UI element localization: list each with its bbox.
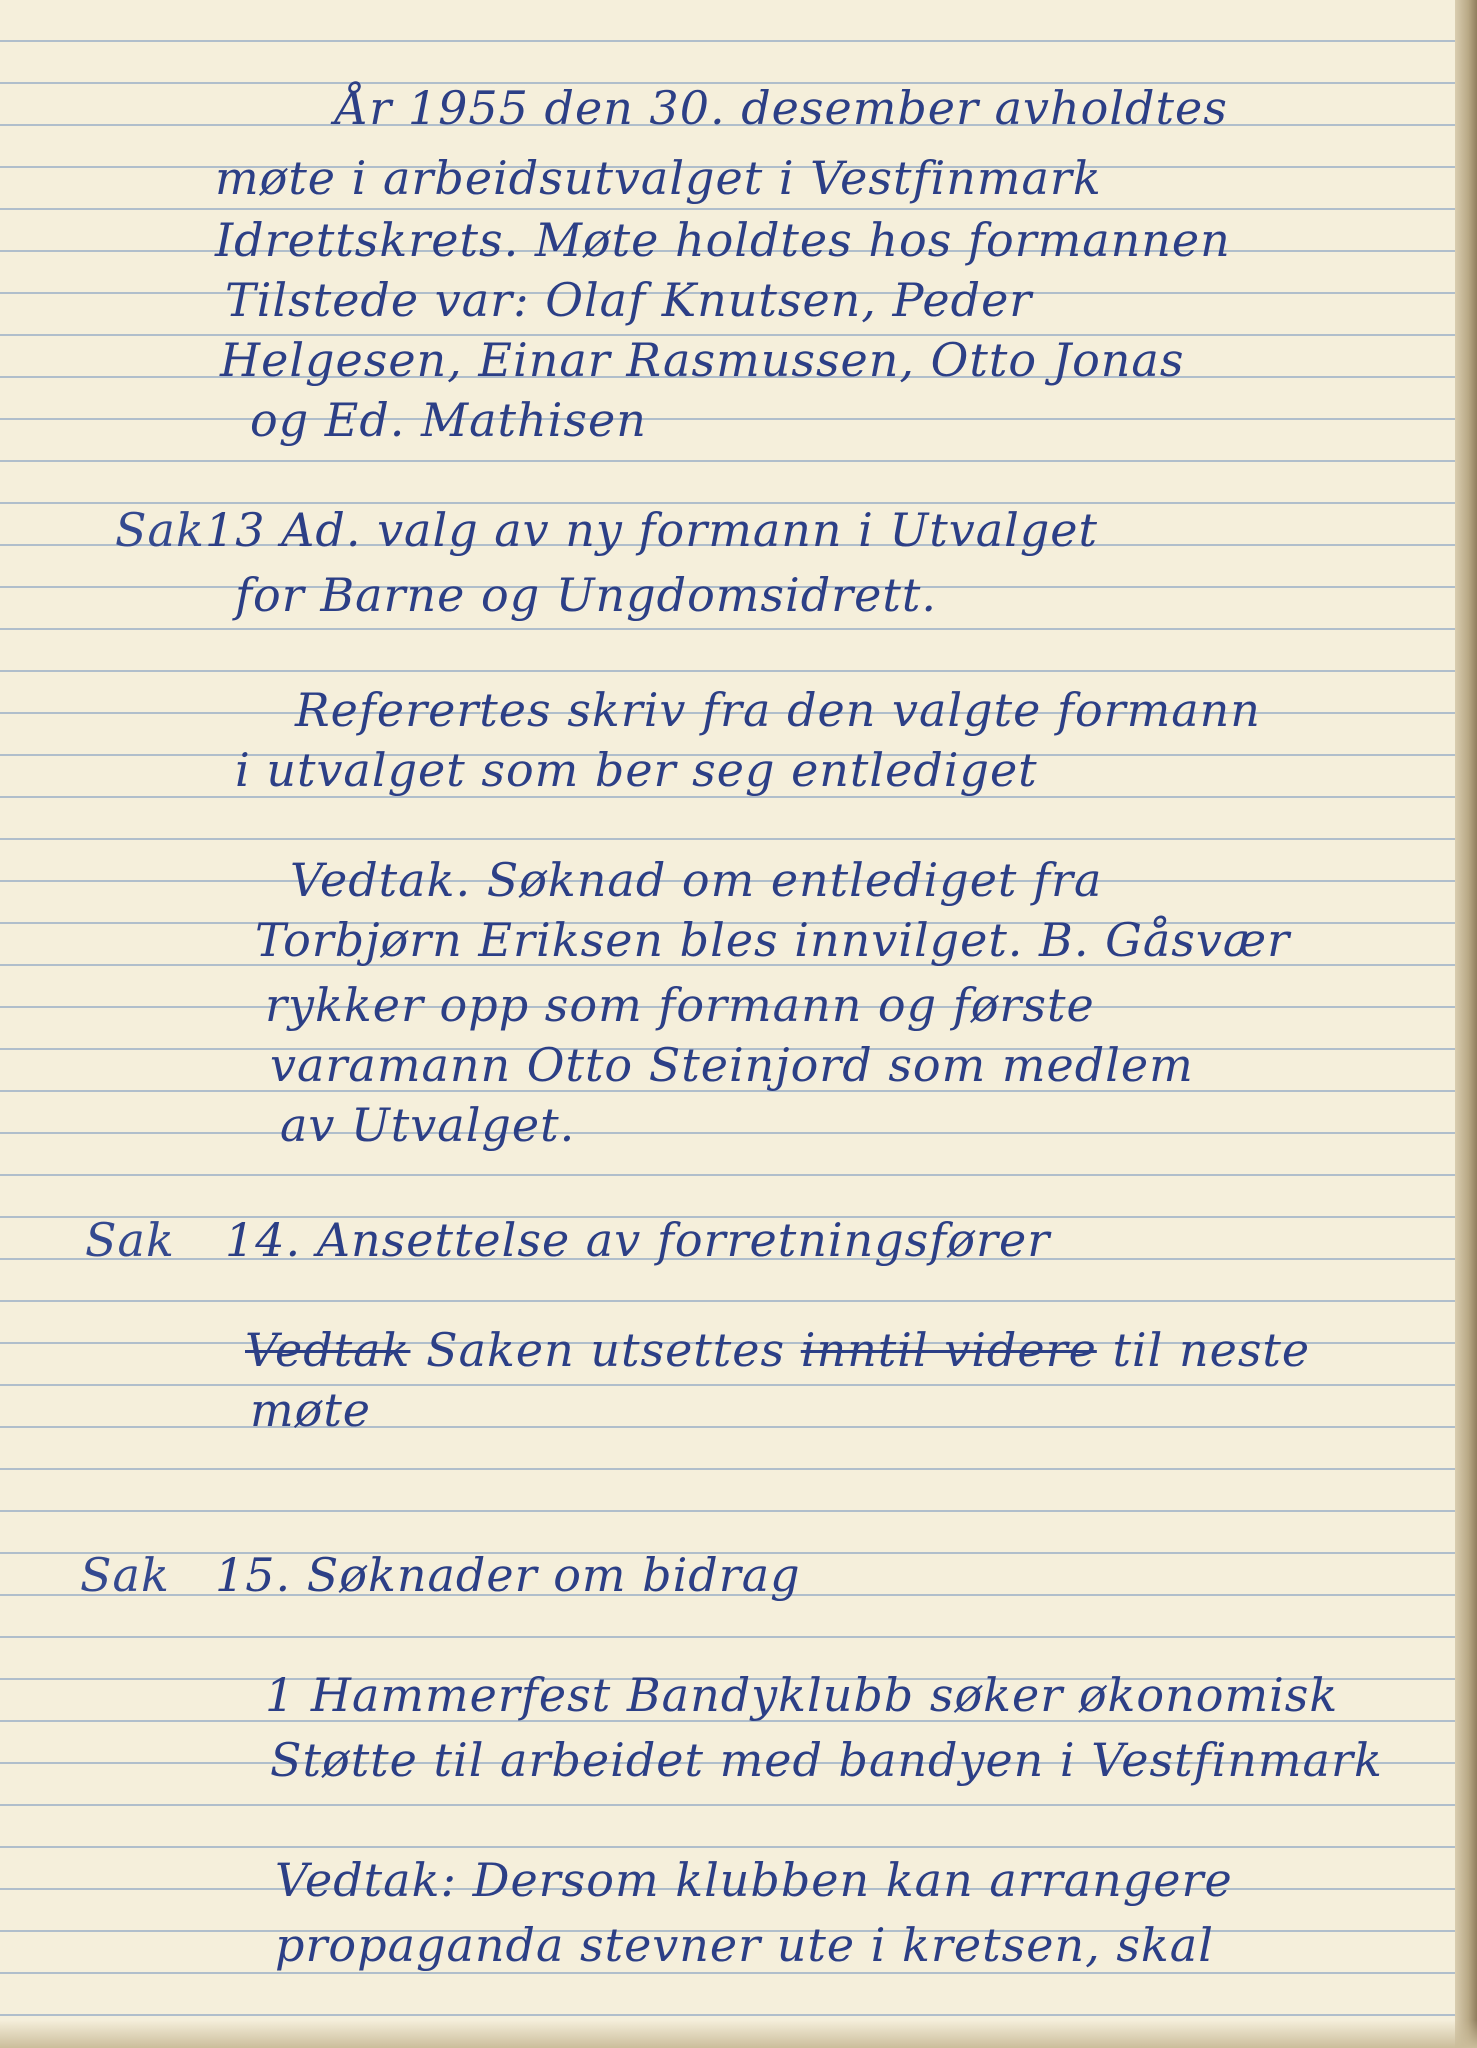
sak-13-vedtak-line-2: Torbjørn Eriksen bles innvilget. B. Gåsvær bbox=[255, 913, 1291, 967]
intro-line-4: Tilstede var: Olaf Knutsen, Peder bbox=[225, 273, 1033, 327]
sak-13-para-line-1: Referertes skriv fra den valgte formann bbox=[295, 683, 1261, 737]
sak-15-vedtak-line-2: propaganda stevner ute i kretsen, skal bbox=[275, 1918, 1214, 1972]
sak-13-label: Sak bbox=[115, 503, 205, 557]
sak-14-vedtak-line-1 bbox=[245, 1320, 1310, 1380]
sak-13-vedtak-line-1: Vedtak. Søknad om entlediget fra bbox=[290, 853, 1103, 907]
intro-line-5: Helgesen, Einar Rasmussen, Otto Jonas bbox=[220, 333, 1185, 387]
sak-14-vedtak-prefix-struck: Vedtak bbox=[245, 1323, 411, 1377]
page-bottom-edge bbox=[0, 2020, 1477, 2048]
sak-14-vedtak-text: Saken utsettes bbox=[426, 1323, 786, 1377]
sak-14-label: Sak bbox=[85, 1213, 175, 1267]
sak-13-vedtak-line-5: av Utvalget. bbox=[280, 1098, 576, 1152]
notebook-binding-edge bbox=[1455, 0, 1477, 2048]
sak-14-heading: 14. Ansettelse av forretningsfører bbox=[225, 1213, 1051, 1267]
sak-15-item-1-line-2: Støtte til arbeidet med bandyen i Vestfinmark bbox=[270, 1733, 1383, 1787]
sak-15-label: Sak bbox=[80, 1548, 170, 1602]
intro-line-1: År 1955 den 30. desember avholdtes bbox=[335, 81, 1228, 135]
sak-14-vedtak-struck-words: inntil videre bbox=[800, 1323, 1097, 1377]
sak-14-vedtak-rest: til neste bbox=[1112, 1323, 1311, 1377]
sak-13-vedtak-line-4: varamann Otto Steinjord som medlem bbox=[270, 1038, 1194, 1092]
sak-14-vedtak-line-2: møte bbox=[250, 1383, 372, 1437]
sak-13-heading-line-1: 13 Ad. valg av ny formann i Utvalget bbox=[205, 503, 1099, 557]
sak-13-para-line-2: i utvalget som ber seg entlediget bbox=[235, 743, 1038, 797]
sak-13-vedtak-line-3: rykker opp som formann og første bbox=[265, 978, 1095, 1032]
intro-line-2: møte i arbeidsutvalget i Vestfinmark bbox=[215, 151, 1102, 205]
sak-15-vedtak-line-1: Vedtak: Dersom klubben kan arrangere bbox=[275, 1853, 1233, 1907]
sak-15-item-1-line-1: 1 Hammerfest Bandyklubb søker økonomisk bbox=[265, 1668, 1339, 1722]
intro-line-3: Idrettskrets. Møte holdtes hos formannen bbox=[215, 213, 1231, 267]
intro-line-6: og Ed. Mathisen bbox=[250, 393, 647, 447]
sak-15-heading: 15. Søknader om bidrag bbox=[215, 1548, 801, 1602]
sak-13-heading-line-2: for Barne og Ungdomsidrett. bbox=[235, 568, 937, 622]
